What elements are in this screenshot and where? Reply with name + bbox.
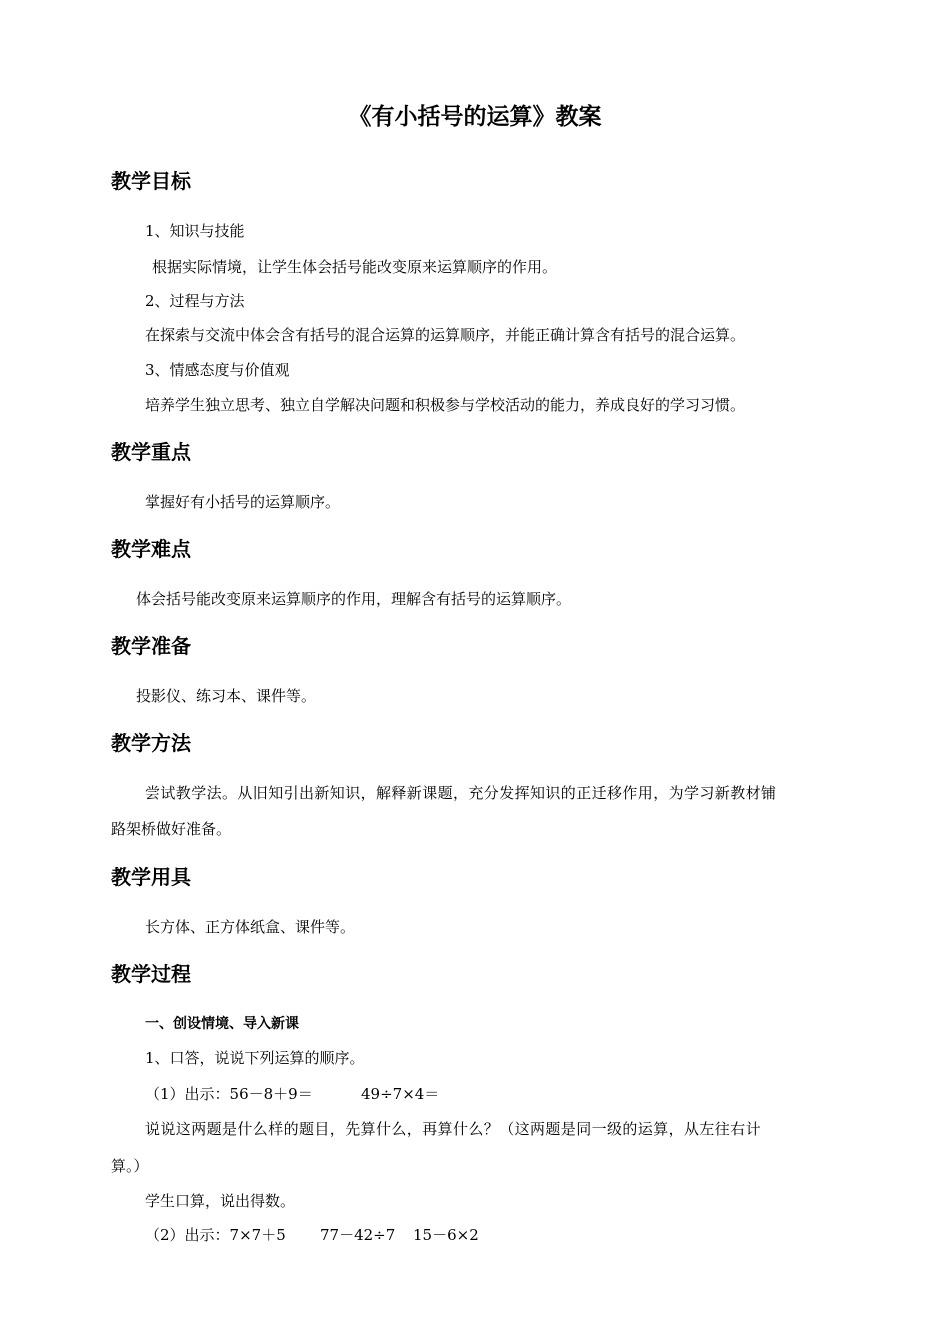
process-question-line1: 说说这两题是什么样的题目，先算什么，再算什么？（这两题是同一级的运算，从左往右计 bbox=[145, 1120, 762, 1138]
process-question-line2: 算。） bbox=[111, 1157, 149, 1175]
process-show1-label: （1）出示：56－8＋9＝ bbox=[145, 1085, 313, 1103]
process-part1-title: 一、创设情境、导入新课 bbox=[145, 1016, 299, 1032]
heading-tools: 教学用具 bbox=[111, 865, 191, 889]
goal-item1-title: 1、知识与技能 bbox=[145, 222, 245, 240]
process-show2-expr3: 15－6×2 bbox=[413, 1226, 479, 1244]
tools-body: 长方体、正方体纸盒、课件等。 bbox=[145, 918, 356, 936]
process-student-answer: 学生口算，说出得数。 bbox=[145, 1192, 296, 1210]
process-show2-label: （2）出示：7×7＋5 bbox=[145, 1226, 286, 1244]
key-points-body: 掌握好有小括号的运算顺序。 bbox=[145, 493, 341, 511]
goal-item1-body: 根据实际情境，让学生体会括号能改变原来运算顺序的作用。 bbox=[152, 258, 558, 276]
difficulties-body: 体会括号能改变原来运算顺序的作用，理解含有括号的运算顺序。 bbox=[136, 590, 572, 608]
process-show2-expr2: 77－42÷7 bbox=[320, 1226, 396, 1244]
heading-goals: 教学目标 bbox=[111, 169, 191, 193]
document-title: 《有小括号的运算》教案 bbox=[348, 103, 602, 130]
heading-difficulties: 教学难点 bbox=[111, 537, 191, 561]
process-step1: 1、口答，说说下列运算的顺序。 bbox=[145, 1049, 365, 1067]
heading-process: 教学过程 bbox=[111, 962, 191, 986]
methods-body-line2: 路架桥做好准备。 bbox=[111, 820, 232, 838]
methods-body-line1: 尝试教学法。从旧知引出新知识，解释新课题，充分发挥知识的正迁移作用，为学习新教材铺 bbox=[145, 784, 777, 802]
goal-item2-title: 2、过程与方法 bbox=[145, 292, 245, 310]
heading-methods: 教学方法 bbox=[111, 731, 191, 755]
goal-item3-body: 培养学生独立思考、独立自学解决问题和积极参与学校活动的能力，养成良好的学习习惯。 bbox=[145, 396, 746, 414]
process-show1-expr2: 49÷7×4＝ bbox=[361, 1085, 440, 1103]
preparation-body: 投影仪、练习本、课件等。 bbox=[136, 687, 317, 705]
goal-item2-body: 在探索与交流中体会含有括号的混合运算的运算顺序，并能正确计算含有括号的混合运算。 bbox=[145, 326, 746, 344]
goal-item3-title: 3、情感态度与价值观 bbox=[145, 361, 290, 379]
heading-key-points: 教学重点 bbox=[111, 440, 191, 464]
heading-preparation: 教学准备 bbox=[111, 634, 191, 658]
